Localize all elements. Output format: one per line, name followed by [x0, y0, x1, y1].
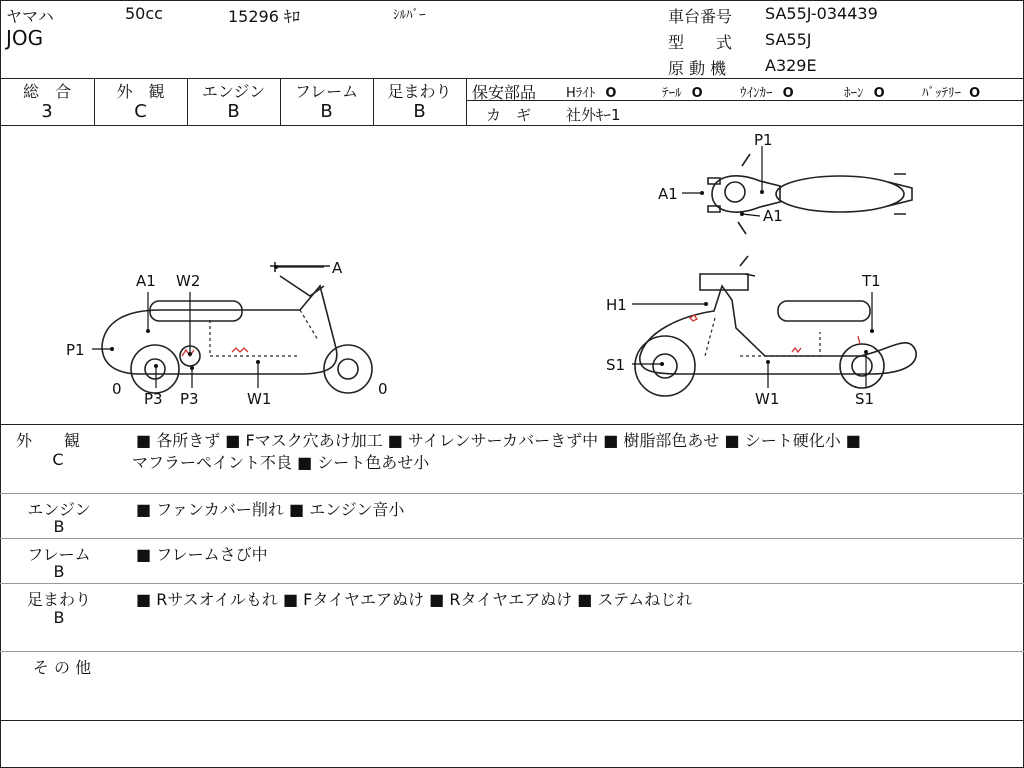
chassis-value: SA55J-034439 — [765, 4, 878, 23]
displacement: 50cc — [125, 4, 163, 23]
engine-value: B — [227, 101, 240, 122]
frame-label: フレーム — [294, 82, 359, 101]
key-label: カ ギ — [486, 106, 532, 124]
exterior-label: 外 観 — [116, 82, 165, 101]
note-frame-grade: B — [53, 562, 65, 581]
top-p1-label: P1 — [754, 131, 773, 149]
right-t1-label: T1 — [862, 272, 881, 290]
note-frame-label: フレーム — [27, 545, 91, 564]
note-exterior-grade: C — [52, 450, 64, 469]
safety-item-battery — [922, 82, 980, 101]
overall-label: 総 合 — [22, 82, 71, 101]
note-exterior-label: 外 観 — [15, 431, 80, 450]
mileage: 15296 ｷﾛ — [228, 7, 300, 26]
safety-item-status: O — [605, 86, 617, 101]
left-p1-label: P1 — [66, 341, 85, 359]
marker-dot — [190, 366, 194, 370]
type-label: 型 式 — [668, 33, 733, 52]
marker-dot — [864, 350, 868, 354]
safety-item-name: ﾊﾞｯﾃﾘｰ — [922, 86, 961, 101]
top-a1-right-label: A1 — [763, 207, 783, 225]
left-p3a-label: P3 — [144, 390, 163, 408]
safety-item-horn — [844, 82, 885, 101]
note-suspension-text: ■ Rサスオイルもれ ■ Fタイヤエアぬけ ■ Rタイヤエアぬけ ■ ステムねじれ — [136, 590, 693, 609]
left-zero-label: 0 — [112, 380, 122, 398]
left-p3b-label: P3 — [180, 390, 199, 408]
right-s1-left-label: S1 — [606, 356, 626, 374]
marker-dot — [700, 191, 704, 195]
maker: ヤマハ — [6, 7, 54, 26]
divider — [0, 538, 1024, 539]
marker-dot — [740, 212, 744, 216]
right-w1-label: W1 — [755, 390, 780, 408]
marker-dot — [256, 360, 260, 364]
safety-item-name: Hﾗｲﾄ — [566, 86, 596, 101]
safety-item-winker — [740, 82, 794, 101]
chassis-label: 車台番号 — [668, 7, 733, 26]
marker-dot — [870, 329, 874, 333]
overall-value: 3 — [41, 101, 53, 122]
safety-label: 保安部品 — [472, 83, 537, 102]
divider — [0, 651, 1024, 652]
left-a1-label: A1 — [136, 272, 156, 290]
note-frame-text: ■ フレームさび中 — [136, 545, 268, 564]
note-exterior-line1: ■ 各所きず ■ Fマスク穴あけ加工 ■ サイレンサーカバーきず中 ■ 樹脂部色あせ ■ シート硬化小 ■ — [136, 431, 861, 450]
divider — [466, 78, 467, 125]
note-engine-label: エンジン — [27, 500, 91, 519]
exterior-value: C — [134, 101, 147, 122]
top-view-scooter — [708, 154, 912, 234]
right-h1-label: H1 — [606, 296, 627, 314]
suspension-label: 足まわり — [387, 82, 452, 101]
note-suspension-grade: B — [53, 608, 65, 627]
note-engine-grade: B — [53, 517, 65, 536]
damage-diagram — [0, 126, 1024, 424]
model-name: JOG — [6, 26, 44, 50]
divider — [0, 720, 1024, 721]
right-zero-label: 0 — [378, 380, 388, 398]
marker-dot — [760, 190, 764, 194]
marker-dot — [766, 360, 770, 364]
key-value: 社外ｷｰ1 — [566, 106, 621, 124]
engine-model-value: A329E — [765, 56, 817, 75]
safety-item-status: O — [873, 86, 885, 101]
note-other-label: そ の 他 — [32, 658, 92, 677]
suspension-value: B — [413, 101, 426, 122]
color: ｼﾙﾊﾞｰ — [393, 8, 426, 23]
marker-dot — [154, 364, 158, 368]
safety-item-tail — [662, 82, 703, 101]
left-w1-label: W1 — [247, 390, 272, 408]
divider — [0, 583, 1024, 584]
marker-dot — [274, 265, 278, 269]
engine-model-label: 原 動 機 — [668, 59, 727, 78]
frame-value: B — [320, 101, 333, 122]
divider — [0, 424, 1024, 425]
safety-item-headlight — [566, 82, 616, 101]
left-a-label: A — [332, 259, 343, 277]
safety-item-status: O — [691, 86, 703, 101]
safety-item-status: O — [969, 86, 981, 101]
marker-dot — [146, 329, 150, 333]
note-engine-text: ■ ファンカバー削れ ■ エンジン音小 — [136, 500, 405, 519]
leader-line — [742, 214, 760, 216]
type-value: SA55J — [765, 30, 812, 49]
marker-dot — [110, 347, 114, 351]
safety-item-name: ﾎｰﾝ — [844, 86, 864, 101]
safety-item-name: ｳｲﾝｶｰ — [740, 86, 773, 101]
marker-dot — [704, 302, 708, 306]
engine-label: エンジン — [201, 82, 266, 101]
left-w2-label: W2 — [176, 272, 201, 290]
note-suspension-label: 足まわり — [26, 590, 91, 609]
note-exterior-line2: マフラーペイント不良 ■ シート色あせ小 — [132, 453, 430, 472]
marker-dot — [660, 362, 664, 366]
top-a1-left-label: A1 — [658, 185, 678, 203]
right-s1-bottom-label: S1 — [855, 390, 875, 408]
marker-dot — [188, 352, 192, 356]
divider — [0, 493, 1024, 494]
safety-item-status: O — [782, 86, 794, 101]
safety-item-name: ﾃｰﾙ — [662, 86, 682, 101]
